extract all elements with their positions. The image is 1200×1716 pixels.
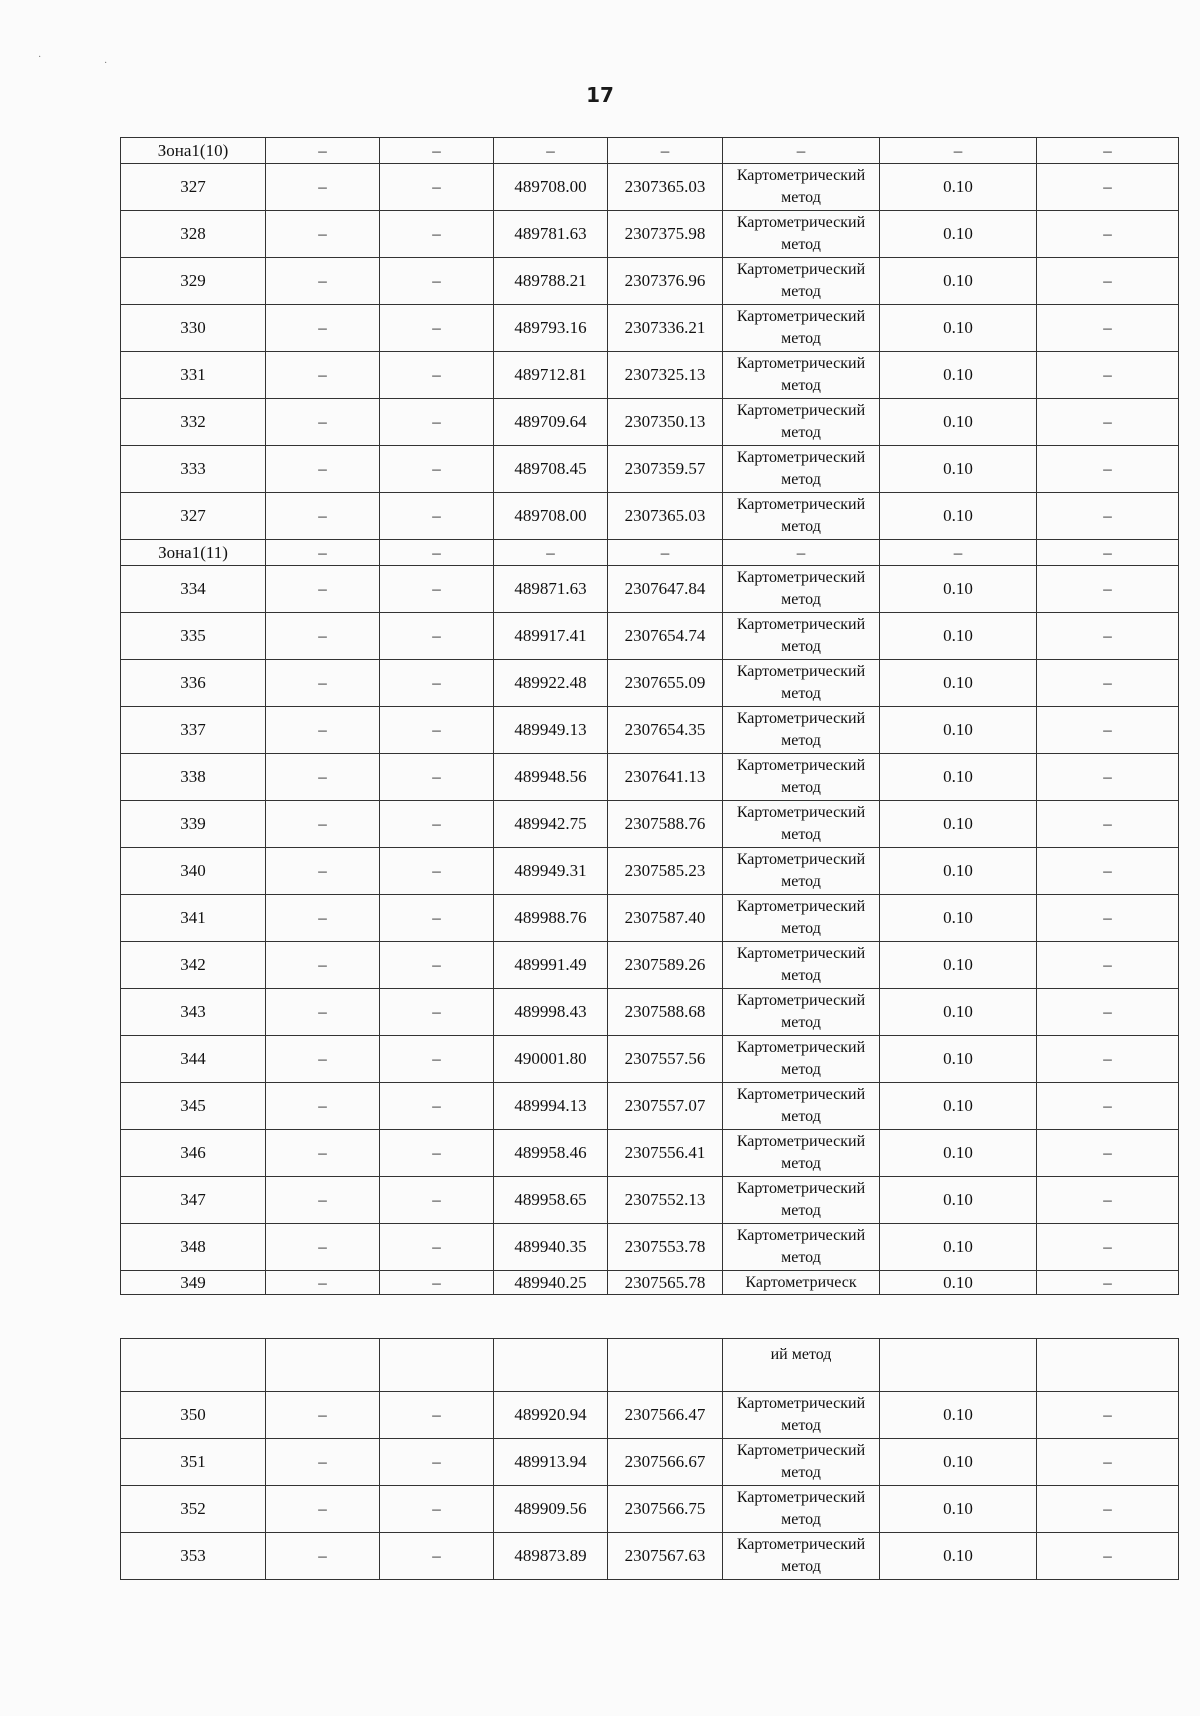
empty-dash-cell: – <box>380 942 494 989</box>
accuracy-cell: 0.10 <box>880 660 1037 707</box>
table-row <box>121 1036 1179 1083</box>
empty-dash-cell: – <box>380 1271 494 1295</box>
accuracy-cell: 0.10 <box>880 895 1037 942</box>
table-row <box>121 399 1179 446</box>
method-cell: Картометрический метод <box>723 660 880 707</box>
accuracy-cell: 0.10 <box>880 942 1037 989</box>
x-coordinate-cell: 490001.80 <box>494 1036 608 1083</box>
empty-dash-cell: – <box>380 613 494 660</box>
empty-dash-cell: – <box>266 493 380 540</box>
empty-dash-cell: – <box>266 1083 380 1130</box>
y-coordinate-cell: 2307552.13 <box>608 1177 723 1224</box>
point-number-cell: 349 <box>121 1271 266 1295</box>
table-row <box>121 942 1179 989</box>
method-cell: Картометрический метод <box>723 258 880 305</box>
point-number-cell: 345 <box>121 1083 266 1130</box>
empty-dash-cell: – <box>266 446 380 493</box>
accuracy-cell: 0.10 <box>880 211 1037 258</box>
method-cell: Картометрический метод <box>723 754 880 801</box>
accuracy-cell: 0.10 <box>880 754 1037 801</box>
coordinates-table-part-1 <box>120 137 1179 1295</box>
y-coordinate-cell: 2307553.78 <box>608 1224 723 1271</box>
x-coordinate-cell: 489994.13 <box>494 1083 608 1130</box>
point-number-cell: 347 <box>121 1177 266 1224</box>
empty-dash-cell: – <box>1037 613 1179 660</box>
point-number-cell: 351 <box>121 1439 266 1486</box>
method-cell: Картометрический метод <box>723 305 880 352</box>
y-coordinate-cell: 2307655.09 <box>608 660 723 707</box>
empty-cell <box>608 1339 723 1392</box>
empty-dash-cell: – <box>266 164 380 211</box>
table-row <box>121 895 1179 942</box>
y-coordinate-cell: 2307641.13 <box>608 754 723 801</box>
method-cell: Картометрический метод <box>723 1083 880 1130</box>
accuracy-cell: 0.10 <box>880 399 1037 446</box>
empty-dash-cell: – <box>380 895 494 942</box>
y-coordinate-cell: 2307557.56 <box>608 1036 723 1083</box>
empty-dash-cell: – <box>1037 1271 1179 1295</box>
accuracy-cell: 0.10 <box>880 1439 1037 1486</box>
empty-cell <box>121 1339 266 1392</box>
y-coordinate-cell: 2307567.63 <box>608 1533 723 1580</box>
x-coordinate-cell: 489788.21 <box>494 258 608 305</box>
method-cell: Картометрический метод <box>723 1486 880 1533</box>
empty-dash-cell: – <box>380 258 494 305</box>
empty-dash-cell: – <box>608 138 723 164</box>
method-cell: Картометрический метод <box>723 211 880 258</box>
empty-dash-cell: – <box>1037 942 1179 989</box>
empty-dash-cell: – <box>380 1486 494 1533</box>
empty-dash-cell: – <box>380 1533 494 1580</box>
empty-dash-cell: – <box>1037 1392 1179 1439</box>
x-coordinate-cell: 489991.49 <box>494 942 608 989</box>
empty-dash-cell: – <box>380 352 494 399</box>
table-row <box>121 1439 1179 1486</box>
accuracy-cell: 0.10 <box>880 305 1037 352</box>
empty-dash-cell: – <box>1037 989 1179 1036</box>
point-number-cell: 340 <box>121 848 266 895</box>
method-cell: Картометрическ <box>723 1271 880 1295</box>
empty-dash-cell: – <box>380 1130 494 1177</box>
empty-dash-cell: – <box>266 305 380 352</box>
x-coordinate-cell: 489949.31 <box>494 848 608 895</box>
empty-dash-cell: – <box>1037 1486 1179 1533</box>
accuracy-cell: 0.10 <box>880 1271 1037 1295</box>
table-row <box>121 164 1179 211</box>
x-coordinate-cell: 489708.45 <box>494 446 608 493</box>
empty-dash-cell: – <box>266 848 380 895</box>
accuracy-cell: 0.10 <box>880 707 1037 754</box>
x-coordinate-cell: 489942.75 <box>494 801 608 848</box>
empty-dash-cell: – <box>494 138 608 164</box>
y-coordinate-cell: 2307365.03 <box>608 493 723 540</box>
y-coordinate-cell: 2307376.96 <box>608 258 723 305</box>
point-number-cell: 353 <box>121 1533 266 1580</box>
empty-dash-cell: – <box>1037 1036 1179 1083</box>
table-row <box>121 352 1179 399</box>
empty-dash-cell: – <box>1037 754 1179 801</box>
empty-dash-cell: – <box>266 660 380 707</box>
empty-dash-cell: – <box>1037 707 1179 754</box>
empty-dash-cell: – <box>1037 848 1179 895</box>
x-coordinate-cell: 489940.35 <box>494 1224 608 1271</box>
table-row <box>121 848 1179 895</box>
table-row <box>121 1392 1179 1439</box>
x-coordinate-cell: 489708.00 <box>494 164 608 211</box>
method-cell: Картометрический метод <box>723 1177 880 1224</box>
empty-dash-cell: – <box>266 566 380 613</box>
empty-dash-cell: – <box>266 258 380 305</box>
empty-dash-cell: – <box>266 1439 380 1486</box>
empty-dash-cell: – <box>266 540 380 566</box>
point-number-cell: 329 <box>121 258 266 305</box>
y-coordinate-cell: 2307565.78 <box>608 1271 723 1295</box>
method-cell: Картометрический метод <box>723 1392 880 1439</box>
y-coordinate-cell: 2307336.21 <box>608 305 723 352</box>
y-coordinate-cell: 2307589.26 <box>608 942 723 989</box>
point-number-cell: 344 <box>121 1036 266 1083</box>
point-number-cell: 337 <box>121 707 266 754</box>
table-row <box>121 613 1179 660</box>
y-coordinate-cell: 2307647.84 <box>608 566 723 613</box>
y-coordinate-cell: 2307566.75 <box>608 1486 723 1533</box>
x-coordinate-cell: 489708.00 <box>494 493 608 540</box>
accuracy-cell: 0.10 <box>880 1392 1037 1439</box>
empty-dash-cell: – <box>880 138 1037 164</box>
accuracy-cell: 0.10 <box>880 1486 1037 1533</box>
x-coordinate-cell: 489913.94 <box>494 1439 608 1486</box>
x-coordinate-cell: 489922.48 <box>494 660 608 707</box>
empty-dash-cell: – <box>266 989 380 1036</box>
x-coordinate-cell: 489988.76 <box>494 895 608 942</box>
x-coordinate-cell: 489781.63 <box>494 211 608 258</box>
method-cell: Картометрический метод <box>723 352 880 399</box>
accuracy-cell: 0.10 <box>880 352 1037 399</box>
table-row <box>121 566 1179 613</box>
empty-dash-cell: – <box>1037 305 1179 352</box>
zone-label: Зона1(10) <box>121 138 266 164</box>
x-coordinate-cell: 489940.25 <box>494 1271 608 1295</box>
empty-dash-cell: – <box>723 540 880 566</box>
point-number-cell: 346 <box>121 1130 266 1177</box>
method-cell: Картометрический метод <box>723 848 880 895</box>
empty-dash-cell: – <box>380 801 494 848</box>
empty-dash-cell: – <box>1037 801 1179 848</box>
x-coordinate-cell: 489712.81 <box>494 352 608 399</box>
accuracy-cell: 0.10 <box>880 1224 1037 1271</box>
empty-dash-cell: – <box>380 848 494 895</box>
method-cell: ий метод <box>723 1339 880 1392</box>
empty-dash-cell: – <box>266 1392 380 1439</box>
point-number-cell: 328 <box>121 211 266 258</box>
empty-dash-cell: – <box>266 1224 380 1271</box>
table-row <box>121 1083 1179 1130</box>
y-coordinate-cell: 2307585.23 <box>608 848 723 895</box>
accuracy-cell: 0.10 <box>880 1533 1037 1580</box>
method-cell: Картометрический метод <box>723 1439 880 1486</box>
empty-dash-cell: – <box>494 540 608 566</box>
empty-cell <box>380 1339 494 1392</box>
x-coordinate-cell: 489909.56 <box>494 1486 608 1533</box>
empty-dash-cell: – <box>380 1224 494 1271</box>
empty-dash-cell: – <box>380 305 494 352</box>
point-number-cell: 339 <box>121 801 266 848</box>
x-coordinate-cell: 489958.65 <box>494 1177 608 1224</box>
x-coordinate-cell: 489871.63 <box>494 566 608 613</box>
empty-dash-cell: – <box>380 989 494 1036</box>
continuation-row <box>121 1339 1179 1392</box>
empty-dash-cell: – <box>380 446 494 493</box>
table-row <box>121 211 1179 258</box>
y-coordinate-cell: 2307566.47 <box>608 1392 723 1439</box>
table-row <box>121 1271 1179 1295</box>
point-number-cell: 336 <box>121 660 266 707</box>
y-coordinate-cell: 2307588.68 <box>608 989 723 1036</box>
empty-dash-cell: – <box>380 138 494 164</box>
point-number-cell: 330 <box>121 305 266 352</box>
point-number-cell: 341 <box>121 895 266 942</box>
empty-dash-cell: – <box>380 660 494 707</box>
method-cell: Картометрический метод <box>723 399 880 446</box>
method-cell: Картометрический метод <box>723 707 880 754</box>
empty-dash-cell: – <box>266 1533 380 1580</box>
empty-dash-cell: – <box>380 1083 494 1130</box>
accuracy-cell: 0.10 <box>880 164 1037 211</box>
empty-dash-cell: – <box>380 1392 494 1439</box>
zone-header-row <box>121 138 1179 164</box>
empty-cell <box>1037 1339 1179 1392</box>
empty-dash-cell: – <box>266 1177 380 1224</box>
table-row <box>121 707 1179 754</box>
empty-dash-cell: – <box>880 540 1037 566</box>
table-row <box>121 493 1179 540</box>
empty-dash-cell: – <box>380 566 494 613</box>
y-coordinate-cell: 2307588.76 <box>608 801 723 848</box>
empty-dash-cell: – <box>266 138 380 164</box>
empty-dash-cell: – <box>266 1486 380 1533</box>
y-coordinate-cell: 2307325.13 <box>608 352 723 399</box>
accuracy-cell: 0.10 <box>880 848 1037 895</box>
table-row <box>121 1224 1179 1271</box>
empty-dash-cell: – <box>266 352 380 399</box>
table-row <box>121 989 1179 1036</box>
x-coordinate-cell: 489949.13 <box>494 707 608 754</box>
empty-dash-cell: – <box>380 540 494 566</box>
empty-dash-cell: – <box>380 1439 494 1486</box>
empty-dash-cell: – <box>1037 352 1179 399</box>
x-coordinate-cell: 489709.64 <box>494 399 608 446</box>
y-coordinate-cell: 2307587.40 <box>608 895 723 942</box>
point-number-cell: 331 <box>121 352 266 399</box>
point-number-cell: 348 <box>121 1224 266 1271</box>
y-coordinate-cell: 2307654.74 <box>608 613 723 660</box>
method-cell: Картометрический метод <box>723 801 880 848</box>
method-cell: Картометрический метод <box>723 493 880 540</box>
accuracy-cell: 0.10 <box>880 493 1037 540</box>
empty-dash-cell: – <box>266 707 380 754</box>
empty-dash-cell: – <box>266 1271 380 1295</box>
empty-dash-cell: – <box>1037 138 1179 164</box>
empty-dash-cell: – <box>266 1036 380 1083</box>
empty-dash-cell: – <box>1037 540 1179 566</box>
empty-dash-cell: – <box>266 754 380 801</box>
y-coordinate-cell: 2307654.35 <box>608 707 723 754</box>
empty-dash-cell: – <box>1037 1533 1179 1580</box>
table-row <box>121 1130 1179 1177</box>
y-coordinate-cell: 2307557.07 <box>608 1083 723 1130</box>
empty-dash-cell: – <box>380 1177 494 1224</box>
method-cell: Картометрический метод <box>723 613 880 660</box>
empty-dash-cell: – <box>1037 446 1179 493</box>
method-cell: Картометрический метод <box>723 1036 880 1083</box>
x-coordinate-cell: 489873.89 <box>494 1533 608 1580</box>
empty-dash-cell: – <box>1037 1224 1179 1271</box>
empty-cell <box>880 1339 1037 1392</box>
point-number-cell: 332 <box>121 399 266 446</box>
x-coordinate-cell: 489793.16 <box>494 305 608 352</box>
empty-dash-cell: – <box>1037 258 1179 305</box>
empty-dash-cell: – <box>266 211 380 258</box>
empty-cell <box>494 1339 608 1392</box>
accuracy-cell: 0.10 <box>880 446 1037 493</box>
y-coordinate-cell: 2307359.57 <box>608 446 723 493</box>
point-number-cell: 343 <box>121 989 266 1036</box>
table-row <box>121 258 1179 305</box>
y-coordinate-cell: 2307566.67 <box>608 1439 723 1486</box>
x-coordinate-cell: 489920.94 <box>494 1392 608 1439</box>
coordinates-table-part-2 <box>120 1338 1179 1580</box>
empty-dash-cell: – <box>266 942 380 989</box>
point-number-cell: 334 <box>121 566 266 613</box>
table-row <box>121 754 1179 801</box>
y-coordinate-cell: 2307365.03 <box>608 164 723 211</box>
empty-dash-cell: – <box>266 895 380 942</box>
point-number-cell: 350 <box>121 1392 266 1439</box>
method-cell: Картометрический метод <box>723 1130 880 1177</box>
empty-dash-cell: – <box>266 613 380 660</box>
zone-header-row <box>121 540 1179 566</box>
empty-dash-cell: – <box>380 707 494 754</box>
empty-dash-cell: – <box>608 540 723 566</box>
method-cell: Картометрический метод <box>723 895 880 942</box>
empty-dash-cell: – <box>1037 1177 1179 1224</box>
accuracy-cell: 0.10 <box>880 989 1037 1036</box>
table-row <box>121 660 1179 707</box>
empty-dash-cell: – <box>1037 566 1179 613</box>
empty-dash-cell: – <box>266 1130 380 1177</box>
accuracy-cell: 0.10 <box>880 1130 1037 1177</box>
empty-dash-cell: – <box>1037 660 1179 707</box>
empty-dash-cell: – <box>1037 1083 1179 1130</box>
empty-dash-cell: – <box>723 138 880 164</box>
point-number-cell: 333 <box>121 446 266 493</box>
accuracy-cell: 0.10 <box>880 566 1037 613</box>
accuracy-cell: 0.10 <box>880 613 1037 660</box>
empty-dash-cell: – <box>266 399 380 446</box>
empty-dash-cell: – <box>380 211 494 258</box>
empty-dash-cell: – <box>1037 211 1179 258</box>
accuracy-cell: 0.10 <box>880 1083 1037 1130</box>
x-coordinate-cell: 489917.41 <box>494 613 608 660</box>
empty-dash-cell: – <box>1037 1130 1179 1177</box>
point-number-cell: 352 <box>121 1486 266 1533</box>
method-cell: Картометрический метод <box>723 1224 880 1271</box>
accuracy-cell: 0.10 <box>880 801 1037 848</box>
empty-dash-cell: – <box>1037 895 1179 942</box>
empty-dash-cell: – <box>380 399 494 446</box>
scan-speck: · <box>104 58 108 69</box>
empty-dash-cell: – <box>1037 164 1179 211</box>
table-row <box>121 801 1179 848</box>
y-coordinate-cell: 2307375.98 <box>608 211 723 258</box>
point-number-cell: 338 <box>121 754 266 801</box>
scan-speck: · <box>38 52 42 63</box>
x-coordinate-cell: 489958.46 <box>494 1130 608 1177</box>
method-cell: Картометрический метод <box>723 164 880 211</box>
table-row <box>121 1486 1179 1533</box>
empty-dash-cell: – <box>1037 399 1179 446</box>
empty-dash-cell: – <box>1037 1439 1179 1486</box>
accuracy-cell: 0.10 <box>880 1177 1037 1224</box>
empty-dash-cell: – <box>380 1036 494 1083</box>
empty-cell <box>266 1339 380 1392</box>
empty-dash-cell: – <box>266 801 380 848</box>
method-cell: Картометрический метод <box>723 1533 880 1580</box>
method-cell: Картометрический метод <box>723 989 880 1036</box>
x-coordinate-cell: 489948.56 <box>494 754 608 801</box>
empty-dash-cell: – <box>1037 493 1179 540</box>
zone-label: Зона1(11) <box>121 540 266 566</box>
table-row <box>121 446 1179 493</box>
page-number: 17 <box>586 83 614 107</box>
y-coordinate-cell: 2307350.13 <box>608 399 723 446</box>
point-number-cell: 335 <box>121 613 266 660</box>
y-coordinate-cell: 2307556.41 <box>608 1130 723 1177</box>
empty-dash-cell: – <box>380 164 494 211</box>
empty-dash-cell: – <box>380 754 494 801</box>
accuracy-cell: 0.10 <box>880 1036 1037 1083</box>
table-row <box>121 1177 1179 1224</box>
x-coordinate-cell: 489998.43 <box>494 989 608 1036</box>
empty-dash-cell: – <box>380 493 494 540</box>
method-cell: Картометрический метод <box>723 942 880 989</box>
table-row <box>121 305 1179 352</box>
point-number-cell: 327 <box>121 493 266 540</box>
table-row <box>121 1533 1179 1580</box>
method-cell: Картометрический метод <box>723 566 880 613</box>
point-number-cell: 342 <box>121 942 266 989</box>
accuracy-cell: 0.10 <box>880 258 1037 305</box>
point-number-cell: 327 <box>121 164 266 211</box>
method-cell: Картометрический метод <box>723 446 880 493</box>
